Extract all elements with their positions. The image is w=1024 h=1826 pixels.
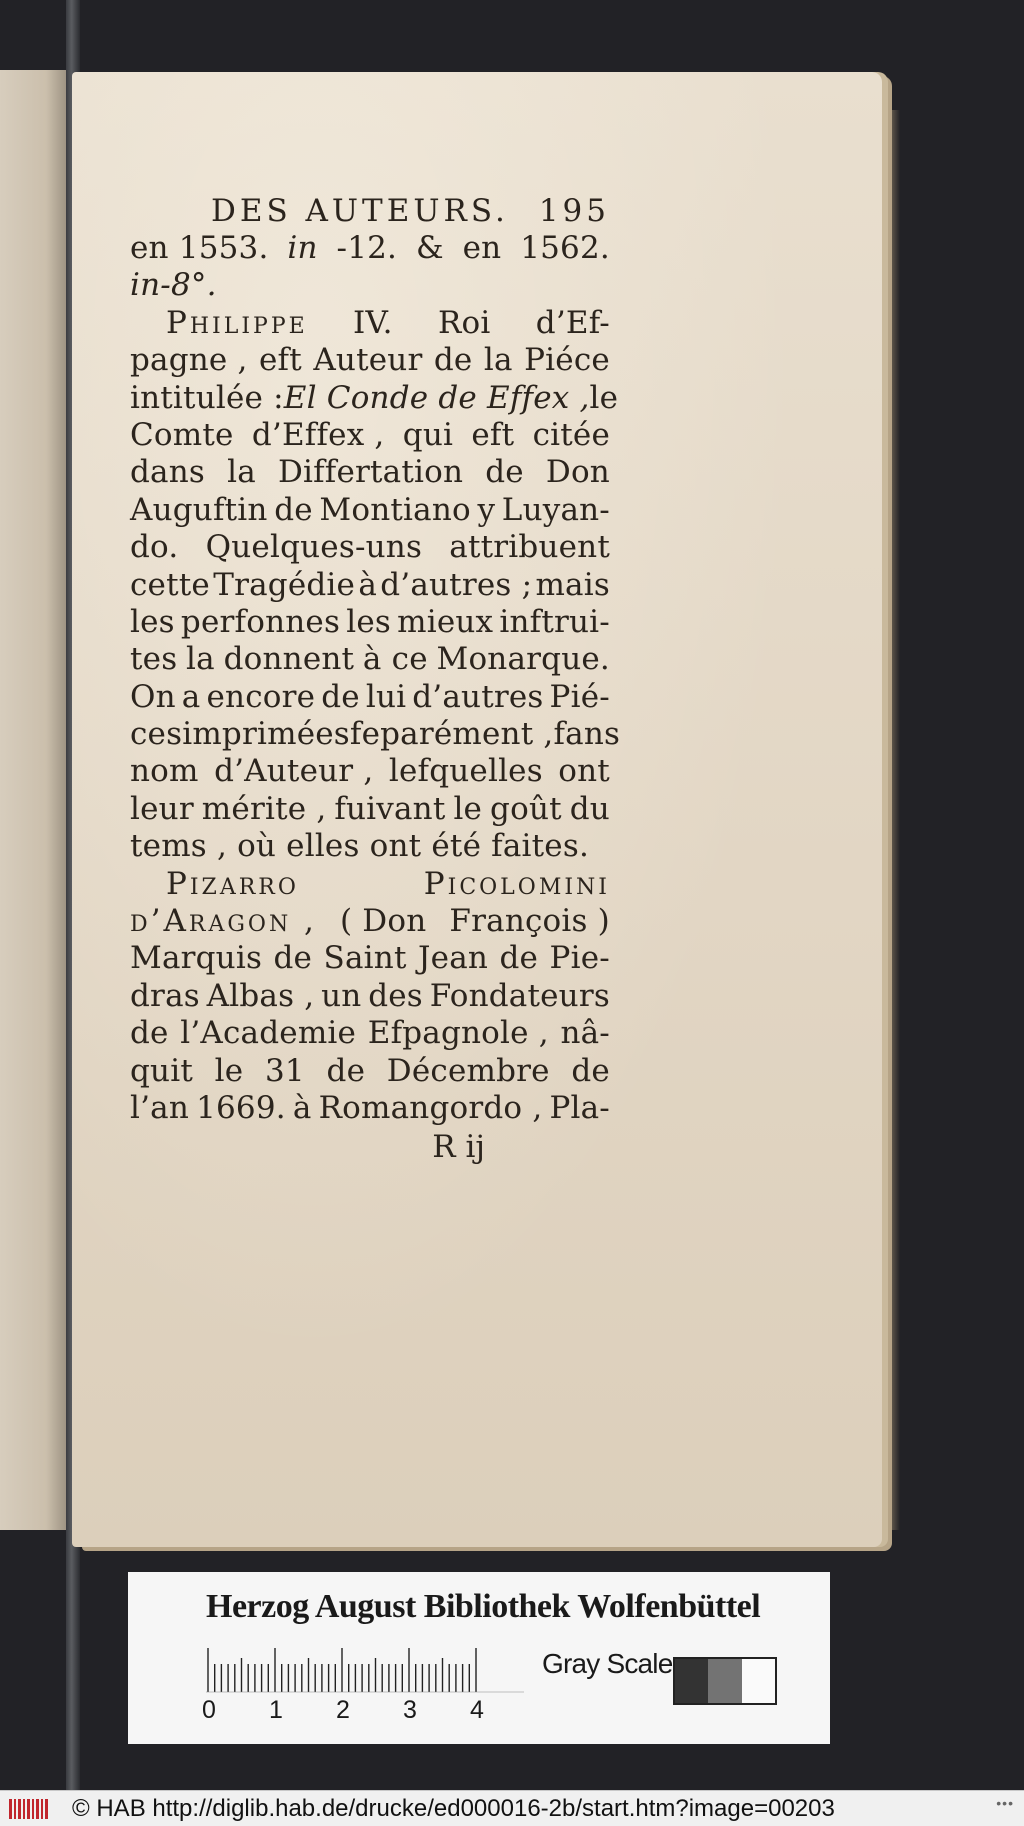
text-line (130, 267, 610, 304)
text-word: feparément , (349, 716, 554, 753)
text-word: El Conde de Effex , (283, 379, 590, 416)
text-word: leur (130, 790, 194, 827)
text-word: d’autres ; (380, 566, 533, 603)
text-word: Pla- (549, 1089, 610, 1126)
text-word: On (130, 678, 176, 715)
text-word: tes (130, 641, 178, 678)
text-word: les (130, 603, 175, 640)
text-line (130, 1053, 610, 1090)
text-word: fans (553, 716, 621, 753)
text-word: Marquis (130, 940, 263, 977)
text-word: de (273, 940, 313, 977)
running-head-title: DES AUTEURS. (210, 193, 509, 229)
text-word: mais (535, 566, 610, 603)
text-line (130, 379, 619, 417)
gray-scale-swatches (673, 1657, 777, 1705)
ruler-number: 1 (269, 1696, 283, 1724)
more-icon: ••• (996, 1795, 1014, 1811)
text-word: donnent (223, 641, 355, 678)
gray-swatch (742, 1659, 775, 1703)
ruler-number: 2 (336, 1696, 350, 1724)
text-word: 31 (265, 1052, 305, 1089)
text-word: intitulée : (130, 379, 284, 416)
text-word: Quelques-uns (205, 529, 423, 566)
text-word: 1562. (520, 230, 610, 266)
text-line (130, 716, 621, 753)
text-word: d’Ef- (535, 304, 610, 341)
text-word: Jean (418, 940, 489, 977)
text-word: Fondateurs (429, 977, 610, 1014)
text-word: le (589, 379, 619, 416)
page-number: 195 (538, 193, 610, 229)
text-line (130, 1015, 610, 1052)
text-word: lui (365, 678, 407, 715)
text-word: du (569, 790, 610, 827)
text-word: goût (490, 790, 562, 827)
gray-scale-label: Gray Scale (542, 1648, 673, 1679)
text-word: en 1553. (130, 230, 269, 266)
text-word: François ) (449, 903, 610, 940)
copyright-url-text[interactable]: © HAB http://diglib.hab.de/drucke/ed000016-2b/start.htm?image=00203 (72, 1794, 835, 1822)
facing-page-edge (0, 70, 66, 1530)
text-word: fuivant (334, 790, 446, 827)
ruler-number: 4 (470, 1696, 484, 1724)
text-word: de (485, 454, 524, 491)
text-word: à (358, 566, 377, 603)
text-word: lefquelles (388, 753, 543, 790)
text-word: de (571, 1052, 610, 1089)
text-line (130, 940, 610, 977)
text-word: qui (402, 416, 454, 453)
library-title: Herzog August Bibliothek Wolfenbüttel (206, 1588, 761, 1625)
text-line (130, 791, 610, 828)
text-word: dras (130, 977, 200, 1014)
text-line (130, 230, 610, 267)
text-word: la (483, 342, 513, 379)
text-word: eft (259, 342, 302, 379)
text-word: Piéce (524, 342, 610, 379)
text-word: Décembre (386, 1052, 550, 1089)
text-word: inftrui- (499, 603, 610, 640)
signature-text: R ij (432, 1129, 485, 1166)
text-word: en (462, 230, 502, 266)
running-head (130, 192, 610, 230)
text-word: dans (130, 454, 206, 491)
gray-swatch (708, 1659, 741, 1703)
text-word: pagne , (130, 342, 248, 379)
text-word: Philippe (166, 304, 308, 341)
text-word: Roi (437, 304, 491, 341)
text-lines (130, 230, 621, 1127)
text-word: Auteur (313, 342, 423, 379)
text-word: Differtation (277, 454, 464, 491)
text-word: d’autres (412, 678, 544, 715)
page-text (130, 192, 621, 1167)
text-word: in (287, 230, 318, 266)
text-word: Saint (323, 940, 407, 977)
text-word: les (346, 603, 391, 640)
text-word: le (214, 1052, 244, 1089)
text-word: Pie- (549, 940, 610, 977)
text-word: Tragédie (213, 566, 356, 603)
text-word: Romangordo , (318, 1089, 543, 1126)
text-word: do. (130, 529, 179, 566)
text-word: l’an (130, 1089, 190, 1126)
text-word: a (181, 678, 201, 715)
text-word: Picolomini (423, 865, 610, 902)
text-word: des (368, 977, 423, 1014)
text-word: Efpagnole , (367, 1015, 549, 1052)
text-word: Don (545, 454, 610, 491)
text-word: de (433, 342, 473, 379)
text-word: mieux (397, 603, 494, 640)
text-word: Albas , (206, 977, 315, 1014)
text-word: d’Effex , (251, 416, 385, 453)
text-word: un (321, 977, 362, 1014)
text-line (130, 604, 610, 641)
text-line (130, 679, 610, 716)
text-word: encore (206, 678, 316, 715)
text-word: Auguftin (130, 491, 268, 528)
text-word: in-8°. (130, 267, 217, 304)
text-line (130, 866, 610, 903)
text-line (130, 1090, 610, 1127)
text-word: de (499, 940, 539, 977)
text-line (130, 903, 610, 940)
ruler-number: 0 (202, 1696, 216, 1724)
ruler-numbers (198, 1696, 558, 1726)
text-word: d’Aragon , (130, 903, 317, 940)
text-line (130, 342, 610, 379)
text-word: mérite , (201, 790, 327, 827)
text-word: nom (130, 753, 199, 790)
text-word: ont (558, 753, 610, 790)
hab-logo-icon (6, 1795, 54, 1823)
text-word: ( Don (339, 903, 427, 940)
text-line (130, 828, 610, 865)
text-word: imprimées (182, 716, 350, 753)
signature-mark (130, 1127, 610, 1167)
ruler-number: 3 (403, 1696, 417, 1724)
text-word: 1669. (196, 1089, 286, 1126)
text-word: Pizarro (166, 865, 299, 902)
text-line (130, 529, 610, 566)
text-word: d’Auteur , (214, 753, 374, 790)
text-word: à (292, 1089, 312, 1126)
text-word: l’Academie (180, 1015, 357, 1052)
color-calibration-card (128, 1572, 830, 1744)
text-line (130, 978, 610, 1015)
text-word: eft (471, 416, 515, 453)
text-word: attribuent (449, 529, 610, 566)
text-word: Luyan- (501, 491, 610, 528)
text-word: de (326, 1052, 366, 1089)
text-word: -12. (336, 230, 398, 266)
text-word: & (415, 230, 444, 266)
text-word: citée (532, 416, 610, 453)
text-word: quit (130, 1052, 193, 1089)
text-line (130, 567, 610, 604)
footer-bar (0, 1790, 1024, 1826)
text-word: nâ- (560, 1015, 610, 1052)
text-word: de (321, 678, 360, 715)
text-word: à ce (362, 641, 428, 678)
text-word: la (186, 641, 215, 678)
text-word: cette (130, 566, 210, 603)
text-word: ces (130, 716, 183, 753)
text-line (130, 641, 610, 678)
text-line (130, 417, 610, 454)
text-word: IV. (353, 304, 393, 341)
text-word: perfonnes (180, 603, 341, 640)
gray-swatch (675, 1659, 708, 1703)
text-word: Montiano (319, 491, 471, 528)
text-word: tems , où elles ont été faites. (130, 828, 590, 865)
text-line (130, 753, 610, 790)
text-word: Pié- (549, 678, 610, 715)
text-word: Monarque. (436, 641, 610, 678)
text-line (130, 492, 610, 529)
text-word: la (227, 454, 256, 491)
text-word: y (477, 491, 496, 528)
text-word: de (274, 491, 313, 528)
text-word: Comte (130, 416, 234, 453)
text-line (130, 305, 610, 342)
text-word: le (453, 790, 483, 827)
text-line (130, 454, 610, 491)
text-word: de (130, 1015, 169, 1052)
